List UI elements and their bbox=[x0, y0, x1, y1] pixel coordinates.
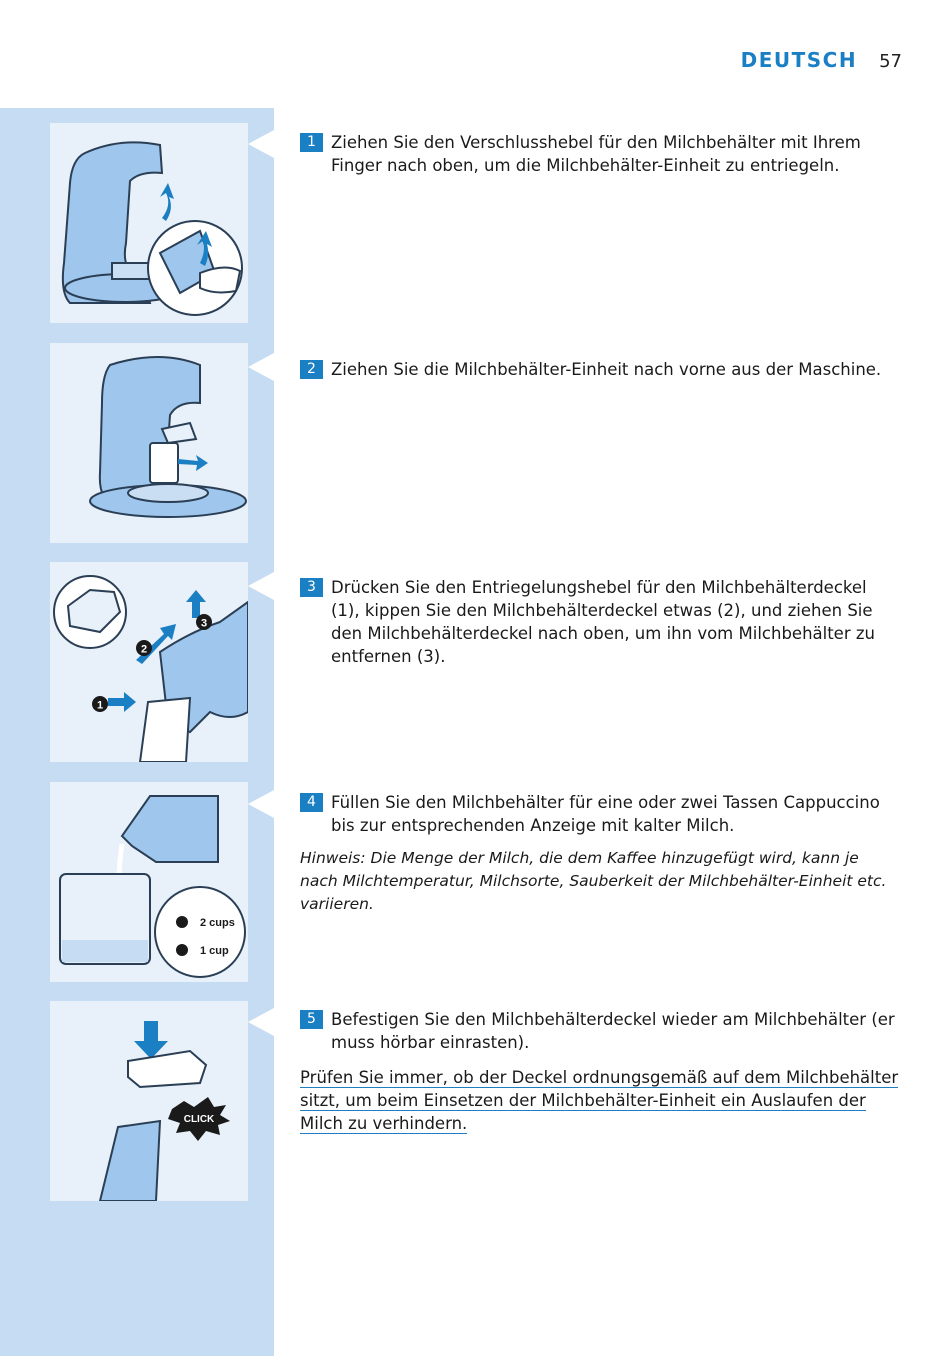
step-number: 4 bbox=[300, 793, 323, 812]
warning-text-content: Prüfen Sie immer, ob der Deckel ordnungsgemäß auf dem Milchbehälter sitzt, um beim Einsetzen der Milchbehälter-Einheit ein Auslaufen der Milch zu verhindern. bbox=[300, 1068, 899, 1133]
step-marker-3 bbox=[196, 614, 212, 630]
two-cups-label: 2 cups bbox=[200, 917, 235, 929]
step-1 bbox=[300, 131, 900, 177]
arrow-right-icon bbox=[108, 692, 136, 712]
step-marker-2 bbox=[136, 640, 152, 656]
one-cup-label: 1 cup bbox=[200, 945, 229, 957]
step-number: 3 bbox=[300, 578, 323, 597]
step-marker-1 bbox=[92, 696, 108, 712]
magnifier-circle bbox=[155, 887, 245, 977]
step-text: Befestigen Sie den Milchbehälterdeckel wieder am Milchbehälter (er muss hörbar einrasten). bbox=[331, 1010, 895, 1052]
language-label: DEUTSCH bbox=[740, 48, 858, 72]
cup-icon bbox=[176, 944, 188, 956]
panel-pointer bbox=[248, 130, 274, 158]
lid-drawing bbox=[128, 1051, 206, 1087]
step-text: Ziehen Sie die Milchbehälter-Einheit nach vorne aus der Maschine. bbox=[331, 360, 882, 379]
svg-text:3: 3 bbox=[200, 617, 208, 630]
arrow-up-icon bbox=[160, 183, 174, 221]
svg-text:1: 1 bbox=[96, 699, 104, 712]
milk-carton-drawing bbox=[122, 796, 218, 862]
click-burst bbox=[168, 1097, 230, 1141]
panel-pointer bbox=[248, 1008, 274, 1036]
illustration-step-3 bbox=[50, 562, 248, 762]
step-5 bbox=[300, 1008, 900, 1135]
panel-pointer bbox=[248, 790, 274, 818]
step-number: 1 bbox=[300, 133, 323, 152]
illustration-step-5 bbox=[50, 1001, 248, 1201]
step-number: 2 bbox=[300, 360, 323, 379]
panel-pointer bbox=[248, 572, 274, 600]
step-text: Drücken Sie den Entriegelungshebel für den Milchbehälterdeckel (1), kippen Sie den Milchbehälterdeckel etwas (2), und ziehen Sie den Milchbehälterdeckel nach oben, um ihn vom Milchbehälter zu entfernen (3). bbox=[331, 578, 875, 666]
milk-jug-drawing bbox=[140, 698, 190, 762]
magnifier-circle bbox=[54, 576, 126, 648]
page-header bbox=[741, 48, 902, 72]
warning-text bbox=[300, 1066, 900, 1135]
svg-text:CLICK: CLICK bbox=[183, 1114, 215, 1125]
step-text: Füllen Sie den Milchbehälter für eine oder zwei Tassen Cappuccino bis zur entsprechenden Anzeige mit kalter Milch. bbox=[331, 793, 880, 835]
arrow-down-icon bbox=[134, 1021, 168, 1059]
illustration-step-2 bbox=[50, 343, 248, 543]
svg-text:2: 2 bbox=[140, 643, 148, 656]
illustration-step-1 bbox=[50, 123, 248, 323]
step-4 bbox=[300, 791, 900, 916]
step-number: 5 bbox=[300, 1010, 323, 1029]
step-2 bbox=[300, 358, 900, 381]
arrow-up-icon bbox=[186, 590, 206, 618]
page-number: 57 bbox=[879, 51, 902, 72]
step-text: Ziehen Sie den Verschlusshebel für den Milchbehälter mit Ihrem Finger nach oben, um die Milchbehälter-Einheit zu entriegeln. bbox=[331, 133, 861, 175]
step-note: Hinweis: Die Menge der Milch, die dem Kaffee hinzugefügt wird, kann je nach Milchtemperatur, Milchsorte, Sauberkeit der Milchbehälter-Einheit etc. variieren. bbox=[300, 849, 887, 913]
step-3 bbox=[300, 576, 900, 668]
panel-pointer bbox=[248, 353, 274, 381]
magnifier-circle bbox=[148, 221, 242, 315]
cup-icon bbox=[176, 916, 188, 928]
illustration-step-4 bbox=[50, 782, 248, 982]
milk-jug-drawing bbox=[100, 1121, 160, 1201]
arrow-right-icon bbox=[178, 455, 208, 471]
